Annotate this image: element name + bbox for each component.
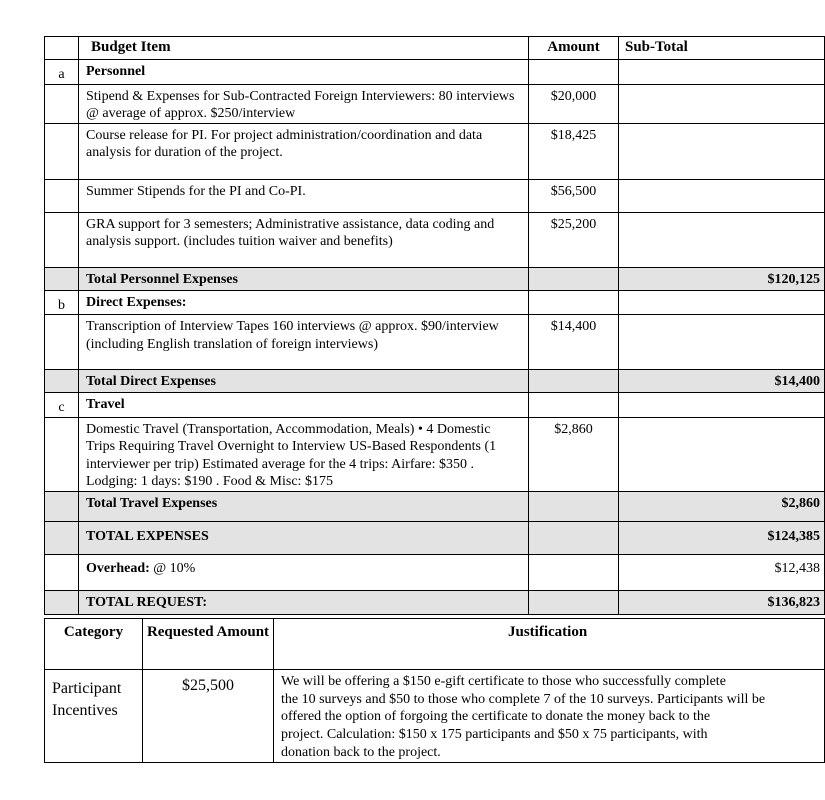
empty-cell (529, 590, 619, 614)
total-label: Total Direct Expenses (79, 370, 529, 393)
row-description: GRA support for 3 semesters; Administrative assistance, data coding and analysis support. (includes tuition waiver and benefits) (79, 212, 529, 267)
table-row (45, 84, 825, 123)
header-justification: Justification (274, 619, 825, 670)
justification-header-row (45, 619, 825, 670)
section-row-travel (45, 393, 825, 418)
empty-cell (529, 290, 619, 315)
empty-cell (45, 417, 79, 491)
requested-amount-cell: $25,500 (143, 670, 274, 763)
total-row-direct (45, 370, 825, 393)
row-amount: $14,400 (529, 315, 619, 370)
header-requested-amount: Requested Amount (143, 619, 274, 670)
empty-cell (619, 60, 825, 85)
total-label: TOTAL REQUEST: (79, 590, 529, 614)
justification-table (44, 618, 825, 763)
table-row (45, 670, 825, 763)
row-description: Course release for PI. For project administration/coordination and data analysis for duration of the project. (79, 123, 529, 179)
empty-cell (45, 179, 79, 212)
table-row (45, 212, 825, 267)
empty-cell (45, 267, 79, 290)
row-amount: $2,860 (529, 417, 619, 491)
total-row-personnel (45, 267, 825, 290)
empty-cell (529, 491, 619, 521)
empty-cell (529, 554, 619, 590)
header-category: Category (45, 619, 143, 670)
empty-cell (619, 315, 825, 370)
justification-text: We will be offering a $150 e-gift certificate to those who successfully complete the 10 surveys and $50 to those who complete 7 of the 10 surveys. Participants will be offered the option of forgoing the certificate to donate the money back to the project. Calculation: $150 x 175 participants and $50 x 75 participants, with donation back to the project. (274, 670, 825, 763)
section-row-personnel (45, 60, 825, 85)
table-row (45, 123, 825, 179)
total-label: TOTAL EXPENSES (79, 521, 529, 554)
empty-cell (45, 370, 79, 393)
section-title: Travel (79, 393, 529, 418)
empty-cell (619, 123, 825, 179)
row-description: Transcription of Interview Tapes 160 interviews @ approx. $90/interview (including English translation of foreign interviews) (79, 315, 529, 370)
row-amount: $20,000 (529, 84, 619, 123)
row-amount: $18,425 (529, 123, 619, 179)
table-row (45, 417, 825, 491)
empty-cell (45, 491, 79, 521)
empty-cell (45, 590, 79, 614)
row-amount: $56,500 (529, 179, 619, 212)
header-blank-cell (45, 37, 79, 60)
row-description: Summer Stipends for the PI and Co-PI. (79, 179, 529, 212)
header-subtotal: Sub-Total (619, 37, 825, 60)
empty-cell (619, 417, 825, 491)
empty-cell (619, 84, 825, 123)
total-subtotal: $120,125 (619, 267, 825, 290)
empty-cell (45, 84, 79, 123)
section-title: Personnel (79, 60, 529, 85)
empty-cell (45, 212, 79, 267)
budget-header-row (45, 37, 825, 60)
empty-cell (45, 123, 79, 179)
section-letter: c (45, 393, 79, 418)
empty-cell (45, 554, 79, 590)
section-title: Direct Expenses: (79, 290, 529, 315)
overhead-subtotal: $12,438 (619, 554, 825, 590)
header-budget-item: Budget Item (79, 37, 529, 60)
total-row-request (45, 590, 825, 614)
empty-cell (529, 60, 619, 85)
total-subtotal: $14,400 (619, 370, 825, 393)
empty-cell (529, 267, 619, 290)
empty-cell (529, 393, 619, 418)
section-letter: b (45, 290, 79, 315)
justification-table-region (44, 618, 766, 763)
empty-cell (619, 212, 825, 267)
total-row-travel (45, 491, 825, 521)
total-subtotal: $124,385 (619, 521, 825, 554)
section-letter: a (45, 60, 79, 85)
empty-cell (619, 179, 825, 212)
table-row (45, 315, 825, 370)
empty-cell (45, 521, 79, 554)
empty-cell (45, 315, 79, 370)
empty-cell (529, 370, 619, 393)
total-subtotal: $2,860 (619, 491, 825, 521)
total-label: Total Travel Expenses (79, 491, 529, 521)
empty-cell (529, 521, 619, 554)
table-row (45, 179, 825, 212)
row-amount: $25,200 (529, 212, 619, 267)
header-amount: Amount (529, 37, 619, 60)
row-description: Domestic Travel (Transportation, Accommodation, Meals) • 4 Domestic Trips Requiring Travel Overnight to Interview US-Based Respondents (1 interviewer per trip) Estimated average for the 4 trips: Airfare: $350 . Lodging: 1 days: $190 . Food & Misc: $175 (79, 417, 529, 491)
budget-table-region (44, 36, 820, 610)
category-cell: Participant Incentives (45, 670, 143, 763)
overhead-cell (79, 554, 529, 590)
overhead-row (45, 554, 825, 590)
overhead-rate: @ 10% (153, 560, 196, 576)
section-row-direct (45, 290, 825, 315)
overhead-label: Overhead: (86, 560, 150, 576)
empty-cell (619, 393, 825, 418)
total-subtotal: $136,823 (619, 590, 825, 614)
budget-table (44, 36, 825, 615)
row-description: Stipend & Expenses for Sub-Contracted Foreign Interviewers: 80 interviews @ average of approx. $250/interview (79, 84, 529, 123)
total-label: Total Personnel Expenses (79, 267, 529, 290)
total-row-expenses (45, 521, 825, 554)
empty-cell (619, 290, 825, 315)
